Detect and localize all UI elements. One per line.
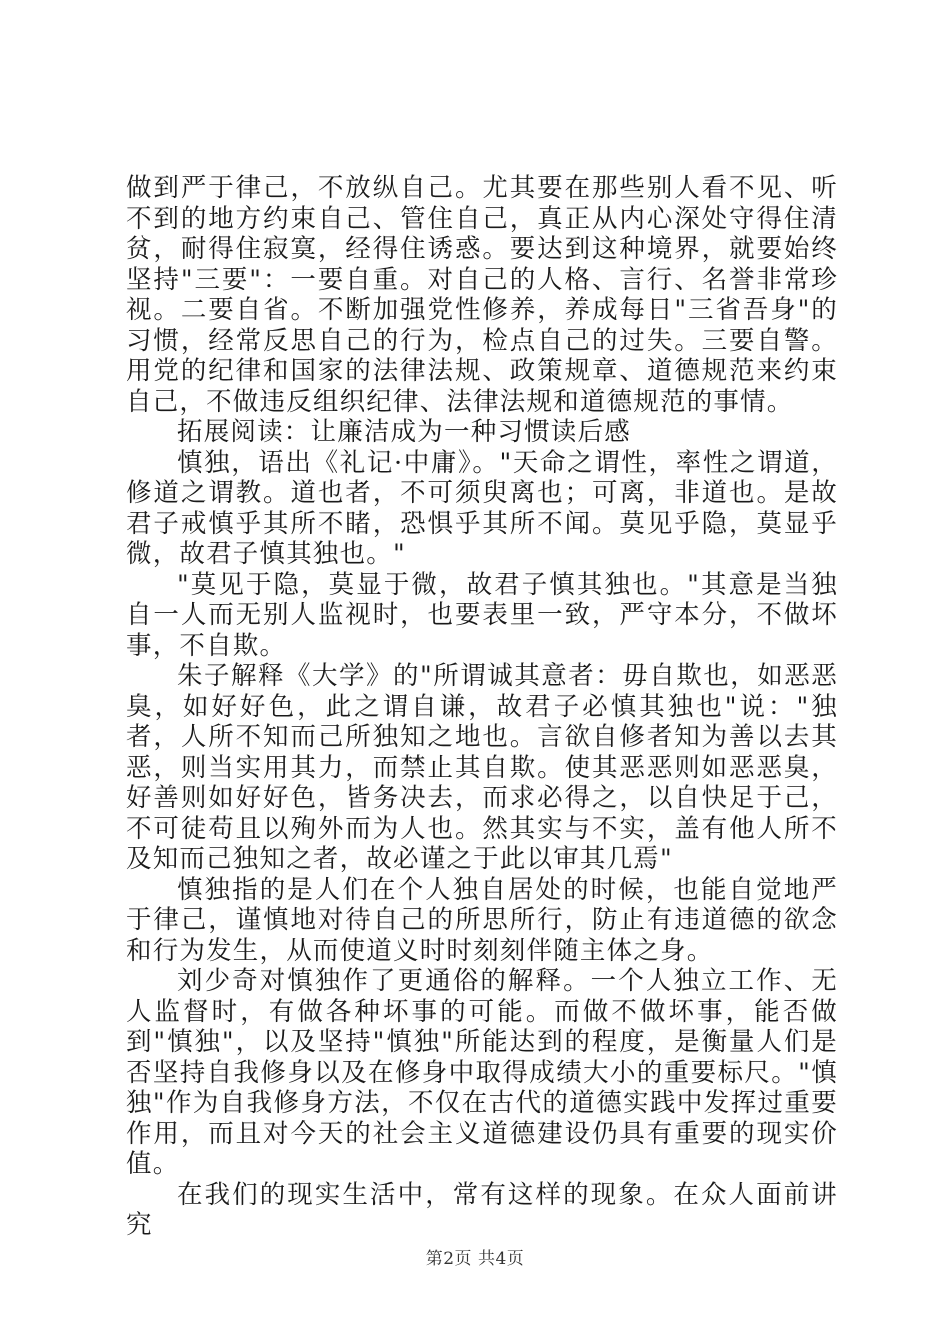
paragraph-zhuzi-explanation: 朱子解释《大学》的"所谓诚其意者：毋自欺也，如恶恶臭，如好好色，此之谓自谦，故君子必慎其独也"说："独者，人所不知而己所独知之地也。言欲自修者知为善以去其恶，则当实用其力，而禁止其自欺。使其恶恶则如恶恶臭，好善则如好好色，皆务决去，而求必得之，以自快足于己，不可徒苟且以殉外而为人也。然其实与不实，盖有他人所不及知而己独知之者，故必谨之于此以审其几焉": [126, 661, 838, 874]
page-number-footer: 第2页 共4页: [425, 1249, 525, 1269]
paragraph-continuation: 做到严于律己，不放纵自己。尤其要在那些别人看不见、听不到的地方约束自己、管住自己，真正从内心深处守得住清贫，耐得住寂寞，经得住诱惑。要达到这种境界，就要始终坚持"三要"：一要自重。对自己的人格、言行、名誉非常珍视。二要自省。不断加强党性修养，养成每日"三省吾身"的习惯，经常反思自己的行为，检点自己的过失。三要自警。用党的纪律和国家的法律法规、政策规章、道德规范来约束自己，不做违反组织纪律、法律法规和道德规范的事情。: [126, 173, 838, 417]
paragraph-shendu-origin: 慎独，语出《礼记·中庸》。"天命之谓性，率性之谓道，修道之谓教。道也者，不可须臾离也；可离，非道也。是故君子戒慎乎其所不睹，恐惧乎其所不闻。莫见乎隐，莫显乎微，故君子慎其独也。": [126, 447, 838, 569]
paragraph-extended-reading-title: 拓展阅读：让廉洁成为一种习惯读后感: [177, 417, 631, 447]
document-body: [126, 173, 838, 1241]
paragraph-real-life: 在我们的现实生活中，常有这样的现象。在众人面前讲究: [126, 1179, 838, 1240]
paragraph-liushaoqi-explanation: 刘少奇对慎独作了更通俗的解释。一个人独立工作、无人监督时，有做各种坏事的可能。而做不做坏事，能否做到"慎独"，以及坚持"慎独"所能达到的程度，是衡量人们是否坚持自我修身以及在修身中取得成绩大小的重要标尺。"慎独"作为自我修身方法，不仅在古代的道德实践中发挥过重要作用，而且对今天的社会主义道德建设仍具有重要的现实价值。: [126, 966, 838, 1179]
paragraph-shendu-definition: 慎独指的是人们在个人独自居处的时候，也能自觉地严于律己，谨慎地对待自己的所思所行，防止有违道德的欲念和行为发生，从而使道义时时刻刻伴随主体之身。: [126, 874, 838, 966]
paragraph-shendu-meaning: "莫见于隐，莫显于微，故君子慎其独也。"其意是当独自一人而无别人监视时，也要表里一致，严守本分，不做坏事，不自欺。: [126, 569, 838, 661]
